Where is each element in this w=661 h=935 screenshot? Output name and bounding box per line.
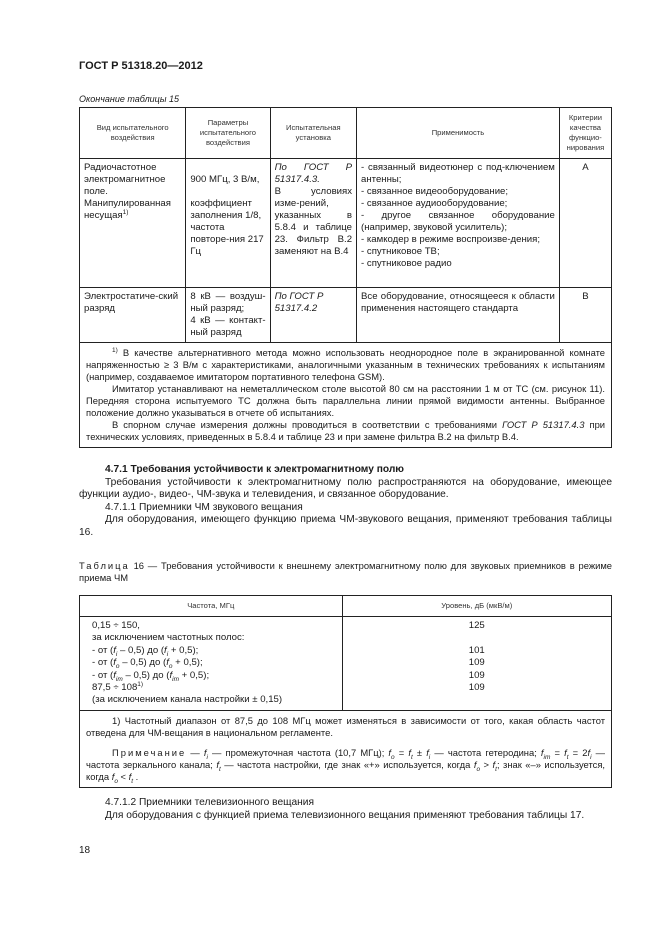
cell-params: 900 МГц, 3 В/м, коэффициент заполнения 1/8, частота повторе-ния 217 Гц <box>186 159 270 288</box>
text-segment: за исключением частотных полос: <box>92 632 245 644</box>
text-segment: i <box>428 753 431 761</box>
frequency-line <box>92 694 338 706</box>
text-segment: — промежуточная частота (10,7 МГц); <box>207 746 389 758</box>
text-segment: o <box>168 663 173 671</box>
subsection-heading: 4.7.1.2 Приемники телевизионного вещания <box>105 797 314 808</box>
text-segment: i <box>115 650 118 658</box>
text-segment: f <box>128 770 132 782</box>
text-segment: — частота зеркального канала; <box>86 746 606 770</box>
column-header: Частота, МГц <box>80 596 343 617</box>
text-segment: < <box>117 770 129 782</box>
text-segment: f <box>166 657 169 669</box>
text-segment: f <box>540 746 544 758</box>
column-header: Применимость <box>357 108 560 159</box>
text-segment: im <box>115 675 123 683</box>
text-segment: f <box>203 746 207 758</box>
text-segment: t <box>218 765 221 773</box>
text-segment: f <box>408 746 411 758</box>
text-segment: = <box>550 746 565 758</box>
text-segment: im <box>172 675 179 683</box>
text-segment: o <box>115 663 120 671</box>
text-segment: + 0,5); <box>178 669 210 681</box>
table-15 <box>79 107 612 448</box>
text-segment: ± <box>412 746 427 758</box>
paragraph: Для оборудования с функцией приема телевизионного вещания применяют требования таблицы 17. <box>105 809 585 821</box>
level-value: 109 <box>468 657 485 669</box>
level-value: 125 <box>468 620 485 631</box>
column-header: Критерии качества функцио-нирования <box>559 108 611 159</box>
text-segment: f <box>388 746 392 758</box>
table-caption: Окончание таблицы 15 <box>79 94 179 104</box>
text-segment: – 0,5) до ( <box>122 669 170 681</box>
subsection-heading: 4.7.1.1 Приемники ЧМ звукового вещания <box>105 501 303 513</box>
text-segment: f <box>113 644 116 656</box>
text-segment: – 0,5) до ( <box>117 644 165 656</box>
table-footnote: 1) Частотный диапазон от 87,5 до 108 МГц может изменяться в зависимости от того, какая область частот отведена для ЧМ-вещания в национальном регламенте. Примечание — $f_i$ — промежуточная частота (10,7 МГц); $f_o = f_t \pm f_i$ — частота гетеродина; $f_{im} = f_t = 2f_i$ — частота зеркального канала; $f_t$ — частота настройки, где знак «+» используется, когда $f_o > f_t$; знак «–» используется, когда $f_o < f_t$ . <box>80 710 612 787</box>
text-segment: - от ( <box>92 669 114 681</box>
text-segment: 0,15 ÷ 150, <box>92 620 140 631</box>
section-heading: 4.7.1 Требования устойчивости к электромагнитному полю <box>105 464 404 475</box>
table-footnote-row <box>80 710 612 787</box>
text-segment: — <box>186 746 204 758</box>
table-body-row <box>80 617 612 711</box>
column-header: Параметры испытательного воздействия <box>186 108 270 159</box>
cell-criteria: В <box>559 288 611 343</box>
text-segment: f <box>492 758 496 770</box>
cell-setup: По ГОСТ Р 51317.4.3. В условиях изме-рений, указанных в 5.8.4 и таблице 23. Фильтр В.2 заменяют на В.4 <box>270 159 356 288</box>
text-segment: - от ( <box>92 644 114 656</box>
level-value: 109 <box>468 669 485 681</box>
text-segment: > <box>480 758 493 770</box>
frequency-line <box>92 670 338 682</box>
table-note: Примечание — $f_i$ — промежуточная частота (10,7 МГц); $f_o = f_t \pm f_i$ — частота гетеродина; $f_{im} = f_t = 2f_i$ — частота зеркального канала; $f_t$ — частота настройки, где знак «+» используется, когда $f_o > f_t$; знак «–» используется, когда $f_o < f_t$ . <box>86 746 606 785</box>
text-segment: (за исключением канала настройки ± 0,15) <box>92 694 283 706</box>
text-segment: f <box>587 746 591 758</box>
text-segment: + 0,5); <box>168 644 199 656</box>
level-value <box>347 694 607 706</box>
column-header: Испытательная установка <box>270 108 356 159</box>
text-segment: f <box>113 669 116 681</box>
table-16 <box>79 595 612 788</box>
text-segment: + 0,5); <box>172 657 203 669</box>
paragraph: Требования устойчивости к электромагнитному полю распространяются на оборудование, имеющее функции аудио-, видео-, ЧМ-звука и телевидения, и связанное оборудование. <box>79 476 612 501</box>
text-segment: f <box>164 644 167 656</box>
text-segment: – 0,5) до ( <box>119 657 167 669</box>
cell-applicability: - связанный видеотюнер с под-ключением антенны; - связанное видеооборудование; - связанное аудиооборудование; - другое связанное оборудование (например, звуковой усилитель); - камкодер в режиме воспроизве-дения; - спутниковое ТВ; - спутниковое радио <box>357 159 560 288</box>
text-segment: t <box>410 753 413 761</box>
table-row <box>80 159 612 288</box>
text-segment: 1) <box>137 680 144 688</box>
text-segment: f <box>216 758 219 770</box>
level-value: 109 <box>468 682 485 694</box>
table-footnote-row <box>80 343 612 448</box>
text-segment: = <box>394 746 409 758</box>
level-value: 101 <box>468 644 485 656</box>
table-row <box>80 288 612 343</box>
text-segment: f <box>426 746 429 758</box>
text-segment: f <box>564 746 567 758</box>
page-number: 18 <box>79 845 91 856</box>
cell-params: 8 кВ — воздуш-ный разряд; 4 кВ — контакт-ный разряд <box>186 288 270 343</box>
table-header-row <box>80 596 612 617</box>
text-segment: i <box>206 753 208 761</box>
text-segment: i <box>590 753 592 761</box>
frequency-line <box>92 682 338 694</box>
frequency-line <box>92 657 338 669</box>
text-segment: — частота гетеродина; <box>430 746 541 758</box>
text-segment: t <box>131 777 134 785</box>
frequency-line <box>92 645 338 657</box>
text-segment: ; знак «–» используется, когда <box>86 758 605 782</box>
document-title: ГОСТ Р 51318.20—2012 <box>79 60 203 72</box>
cell-type: Радиочастотное электромагнитное поле. Манипулированная несущая$^{1)}$ <box>80 159 186 288</box>
text-segment: f <box>169 669 173 681</box>
table-16-title: Таблица 16 — Требования устойчивости к внешнему электромагнитному полю для звуковых приемников в режиме приема ЧМ <box>79 560 612 583</box>
section-4-7-1-2 <box>79 797 612 822</box>
text-segment: t <box>566 753 569 761</box>
table-header-row <box>80 108 612 159</box>
column-header: Уровень, дБ (мкВ/м) <box>342 596 611 617</box>
text-segment: f <box>111 770 115 782</box>
text-segment: im <box>543 753 551 761</box>
cell-type: Электростатиче-ский разряд <box>80 288 186 343</box>
text-segment: f <box>113 657 116 669</box>
text-segment: 87,5 ÷ 108 <box>92 682 138 694</box>
frequency-line <box>92 620 338 632</box>
text-segment: i <box>166 650 169 658</box>
section-4-7-1 <box>79 464 612 540</box>
text-segment: = 2 <box>568 746 588 758</box>
frequency-line <box>92 632 338 644</box>
text-segment: t <box>495 765 497 773</box>
text-segment: o <box>391 753 395 761</box>
text-segment: — частота настройки, где знак «+» используется, когда <box>220 758 474 770</box>
level-cell <box>342 617 611 711</box>
text-segment: o <box>114 777 118 785</box>
text-segment: - от ( <box>92 657 114 669</box>
text-segment: . <box>133 770 139 782</box>
frequency-cell <box>80 617 343 711</box>
cell-applicability: Все оборудование, относящееся к области применения настоящего стандарта <box>357 288 560 343</box>
cell-setup: По ГОСТ Р 51317.4.2 <box>270 288 356 343</box>
text-segment: f <box>473 758 477 770</box>
paragraph: Для оборудования, имеющего функцию приема ЧМ-звукового вещания, применяют требования таблицы 16. <box>79 514 612 538</box>
column-header: Вид испытательного воздействия <box>80 108 186 159</box>
cell-criteria: А <box>559 159 611 288</box>
level-value <box>347 632 607 644</box>
table-footnote: $^{1)}$ В качестве альтернативного метода можно использовать неоднородное поле в экранированной комнате напряженностью ≥ 3 В/м с характеристиками, аналогичными указанным в технических требованиях к испытаниям (например, создаваемое имитатором портативного телефона GSM). Имитатор устанавливают на неметаллическом столе высотой 80 см на расстоянии 1 м от ТС (см. рисунок 11). Передняя сторона испытуемого ТС должна быть параллельна линии прямой видимости антенны. Выбранное положение должно указываться в отчете об испытаниях. В спорном случае измерения должны проводиться в соответствии с требованиями ГОСТ Р 51317.4.3 при технических условиях, приведенных в 5.8.4 и таблице 23 и при замене фильтра В.2 на фильтр В.4. <box>80 343 612 448</box>
text-segment: o <box>476 765 481 773</box>
